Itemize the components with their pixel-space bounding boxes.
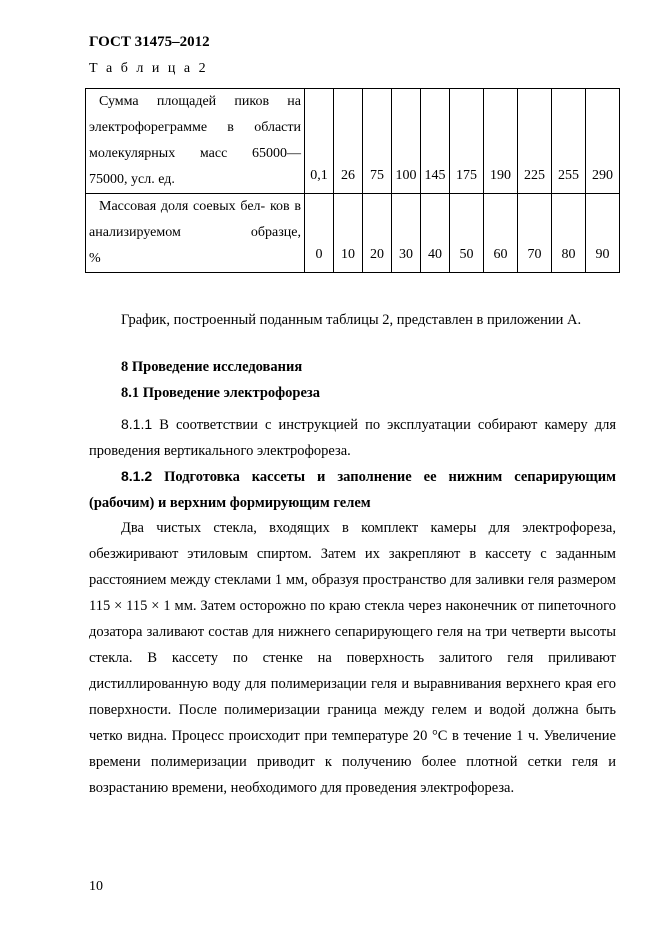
row-label-line: электрофореграмме в области bbox=[89, 120, 301, 135]
table-cell: 60 bbox=[484, 194, 518, 273]
table-cell: 290 bbox=[586, 89, 620, 194]
row-label bbox=[86, 89, 305, 194]
row-label-line: Массовая доля соевых бел- bbox=[99, 199, 266, 214]
row-label bbox=[86, 194, 305, 273]
section-8-title: 8 Проведение исследования bbox=[121, 359, 303, 375]
paragraph-8-1-2-title bbox=[89, 463, 616, 516]
table-cell: 145 bbox=[421, 89, 450, 194]
table-cell: 225 bbox=[518, 89, 552, 194]
table-caption: Т а б л и ц а 2 bbox=[89, 61, 209, 76]
paragraph-text: В соответствии с инструкцией по эксплуатации собирают камеру для проведения вертикального электрофореза. bbox=[89, 417, 616, 459]
paragraph-heading: Подготовка кассеты и заполнение ее нижним сепарирующим (рабочим) и верхним формирующим гелем bbox=[89, 469, 616, 511]
paragraph-number: 8.1.1 bbox=[121, 416, 153, 432]
table-cell: 0 bbox=[305, 194, 334, 273]
table-row bbox=[86, 194, 620, 273]
paragraph-8-1-1 bbox=[89, 411, 616, 464]
section-8-1-title: 8.1 Проведение электрофореза bbox=[121, 385, 320, 401]
table-row bbox=[86, 89, 620, 194]
row-label-line: ков в анализируемом образце, bbox=[89, 199, 302, 240]
paragraph-number: 8.1.2 bbox=[121, 468, 153, 484]
row-label-line: % bbox=[89, 251, 101, 266]
table-cell: 255 bbox=[552, 89, 586, 194]
table-cell: 70 bbox=[518, 194, 552, 273]
row-label-line: 75000, усл. ед. bbox=[89, 172, 175, 187]
data-table bbox=[85, 88, 620, 273]
graph-note: График, построенный поданным таблицы 2, представлен в приложении А. bbox=[121, 312, 582, 328]
table-cell: 90 bbox=[586, 194, 620, 273]
table-cell: 190 bbox=[484, 89, 518, 194]
row-label-line: молекулярных масс 65000— bbox=[89, 146, 301, 161]
table-cell: 175 bbox=[450, 89, 484, 194]
table-cell: 80 bbox=[552, 194, 586, 273]
standard-number: ГОСТ 31475–2012 bbox=[89, 34, 210, 50]
row-label-line: Сумма площадей пиков на bbox=[99, 94, 301, 109]
table-cell: 20 bbox=[363, 194, 392, 273]
table-cell: 75 bbox=[363, 89, 392, 194]
table-cell: 40 bbox=[421, 194, 450, 273]
table-cell: 26 bbox=[334, 89, 363, 194]
paragraph-8-1-2-body: Два чистых стекла, входящих в комплект камеры для электрофореза, обезжиривают этиловым спиртом. Затем их закрепляют в кассету с заданным расстоянием между стеклами 1 мм, образуя пространство для заливки геля размером 115 × 115 × 1 мм. Затем осторожно по краю стекла через наконечник от пипеточного дозатора заливают состав для нижнего сепарирующего геля на три четверти высоты стекла. В кассету по стенке на поверхность залитого геля приливают дистиллированную воду для полимеризации геля и выравнивания верхнего края его поверхности. После полимеризации граница между гелем и водой должна быть четко видна. Процесс происходит при температуре 20 °С в течение 1 ч. Увеличение времени полимеризации приводит к получению более плотной сетки геля и возрастанию времени, необходимого для проведения электрофореза. bbox=[89, 520, 616, 796]
table-cell: 0,1 bbox=[305, 89, 334, 194]
page-number: 10 bbox=[89, 879, 103, 894]
table-cell: 30 bbox=[392, 194, 421, 273]
table-cell: 10 bbox=[334, 194, 363, 273]
table-cell: 100 bbox=[392, 89, 421, 194]
table-cell: 50 bbox=[450, 194, 484, 273]
